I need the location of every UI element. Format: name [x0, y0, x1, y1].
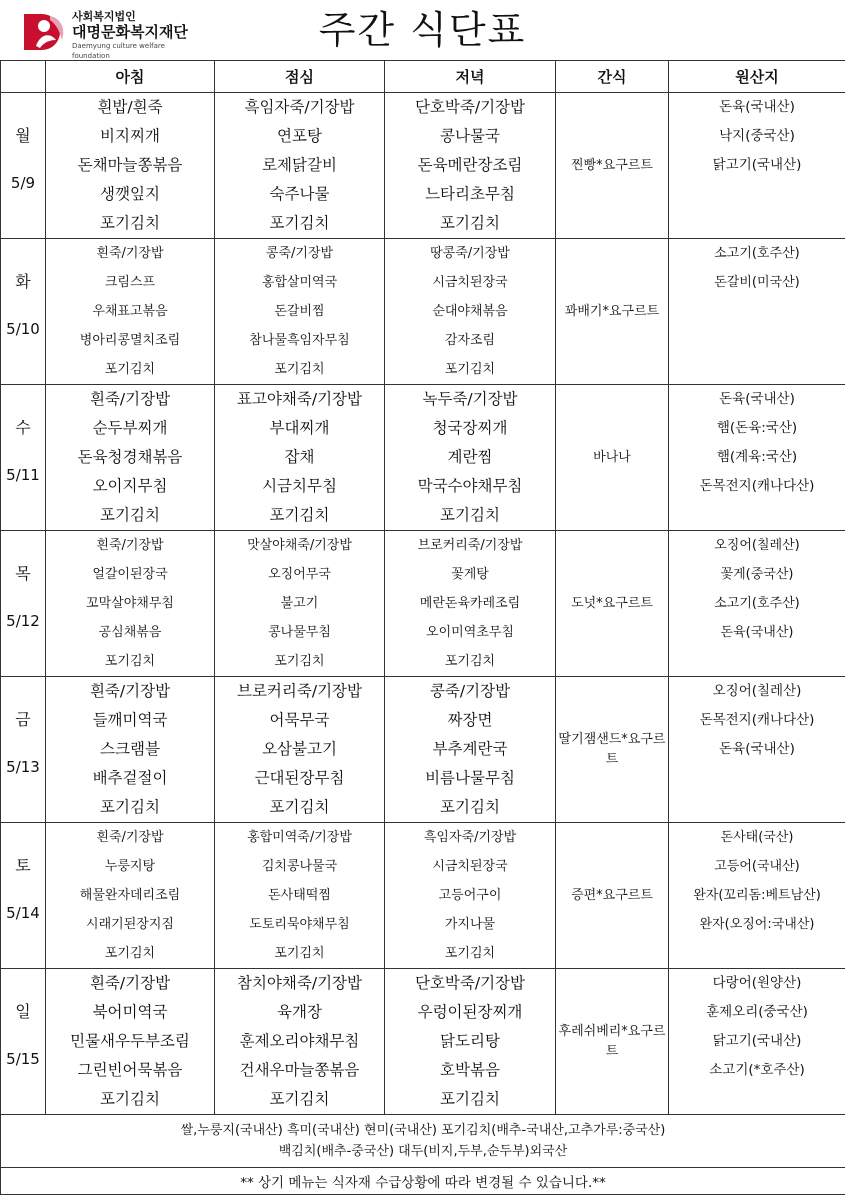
menu-item: 포기김치 — [215, 793, 384, 822]
menu-item: 포기김치 — [215, 209, 384, 238]
menu-item: 청국장찌개 — [385, 414, 555, 443]
day-row-thu — [1, 531, 845, 677]
menu-item: 단호박죽/기장밥 — [385, 969, 555, 998]
origin-item: 햄(돈육:국산) — [669, 414, 845, 443]
menu-item: 오징어무국 — [215, 560, 384, 589]
menu-item: 포기김치 — [46, 1085, 214, 1114]
day-label-cell — [1, 93, 46, 239]
day-label-cell — [1, 385, 46, 531]
origin-item: 돈육(국내산) — [669, 618, 845, 647]
origin-footer-row — [1, 1115, 845, 1168]
day-row-mon — [1, 93, 845, 239]
day-name: 화 — [1, 269, 45, 292]
menu-item: 호박볶음 — [385, 1056, 555, 1085]
menu-item: 닭도리탕 — [385, 1027, 555, 1056]
column-header-origin: 원산지 — [669, 61, 845, 93]
origin-item: 닭고기(국내산) — [669, 151, 845, 180]
menu-change-notice: ** 상기 메뉴는 식자재 수급상황에 따라 변경될 수 있습니다.** — [1, 1168, 845, 1195]
menu-item: 시금치된장국 — [385, 268, 555, 297]
menu-item: 포기김치 — [385, 501, 555, 530]
menu-item: 불고기 — [215, 589, 384, 618]
menu-item: 브로커리죽/기장밥 — [215, 677, 384, 706]
lunch-cell — [215, 239, 385, 385]
menu-item: 감자조림 — [385, 326, 555, 355]
origin-item: 소고기(호주산) — [669, 589, 845, 618]
day-date: 5/13 — [1, 758, 45, 776]
menu-item: 육개장 — [215, 998, 384, 1027]
menu-item: 포기김치 — [46, 939, 214, 968]
menu-item: 순대야채볶음 — [385, 297, 555, 326]
origin-item: 돈육(국내산) — [669, 735, 845, 764]
day-row-sat — [1, 823, 845, 969]
menu-item: 누룽지탕 — [46, 852, 214, 881]
menu-item: 고등어구이 — [385, 881, 555, 910]
menu-item: 포기김치 — [385, 939, 555, 968]
origin-cell — [669, 677, 845, 823]
menu-item: 생깻잎지 — [46, 180, 214, 209]
dinner-cell — [385, 677, 556, 823]
menu-item: 홍합살미역국 — [215, 268, 384, 297]
menu-item: 꽃게탕 — [385, 560, 555, 589]
menu-item: 포기김치 — [215, 647, 384, 676]
menu-item: 포기김치 — [215, 501, 384, 530]
menu-item: 흰죽/기장밥 — [46, 969, 214, 998]
day-label-cell — [1, 823, 46, 969]
day-date: 5/9 — [1, 174, 45, 192]
column-header-dinner: 저녁 — [385, 61, 556, 93]
menu-item: 홍합미역죽/기장밥 — [215, 823, 384, 852]
snack-cell: 찐빵*요구르트 — [556, 93, 669, 239]
column-header-breakfast: 아침 — [46, 61, 215, 93]
menu-item: 포기김치 — [46, 647, 214, 676]
origin-footer-line: 백김치(배추-중국산) 대두(비지,두부,순두부)외국산 — [1, 1141, 845, 1162]
menu-item: 도토리묵야채무침 — [215, 910, 384, 939]
origin-item: 햄(계육:국산) — [669, 443, 845, 472]
dinner-cell — [385, 823, 556, 969]
menu-item: 시금치된장국 — [385, 852, 555, 881]
day-date: 5/10 — [1, 320, 45, 338]
lunch-cell — [215, 677, 385, 823]
menu-item: 우렁이된장찌개 — [385, 998, 555, 1027]
origin-item: 고등어(국내산) — [669, 852, 845, 881]
snack-cell: 딸기잼샌드*요구르트 — [556, 677, 669, 823]
origin-item: 오징어(칠레산) — [669, 677, 845, 706]
dinner-cell — [385, 93, 556, 239]
snack-cell: 바나나 — [556, 385, 669, 531]
menu-item: 단호박죽/기장밥 — [385, 93, 555, 122]
origin-item: 다랑어(원양산) — [669, 969, 845, 998]
origin-item: 소고기(*호주산) — [669, 1056, 845, 1085]
menu-item: 김치콩나물국 — [215, 852, 384, 881]
menu-item: 참치야채죽/기장밥 — [215, 969, 384, 998]
notice-row — [1, 1168, 845, 1195]
menu-item: 숙주나물 — [215, 180, 384, 209]
breakfast-cell — [46, 531, 215, 677]
menu-item: 비지찌개 — [46, 122, 214, 151]
menu-item: 근대된장무침 — [215, 764, 384, 793]
menu-item: 녹두죽/기장밥 — [385, 385, 555, 414]
menu-item: 포기김치 — [215, 939, 384, 968]
origin-cell — [669, 969, 845, 1115]
lunch-cell — [215, 969, 385, 1115]
menu-item: 막국수야채무침 — [385, 472, 555, 501]
menu-item: 오이미역초무침 — [385, 618, 555, 647]
page-header — [0, 0, 845, 60]
day-name: 목 — [1, 561, 45, 584]
menu-item: 흑임자죽/기장밥 — [385, 823, 555, 852]
menu-item: 느타리초무침 — [385, 180, 555, 209]
menu-item: 순두부찌개 — [46, 414, 214, 443]
menu-item: 해물완자데리조림 — [46, 881, 214, 910]
day-date: 5/11 — [1, 466, 45, 484]
menu-item: 콩죽/기장밥 — [215, 239, 384, 268]
menu-item: 콩나물무침 — [215, 618, 384, 647]
origin-cell — [669, 385, 845, 531]
menu-item: 포기김치 — [385, 355, 555, 384]
day-date: 5/15 — [1, 1050, 45, 1068]
menu-item: 흰죽/기장밥 — [46, 823, 214, 852]
origin-cell — [669, 823, 845, 969]
menu-item: 흰죽/기장밥 — [46, 385, 214, 414]
origin-item: 돈육(국내산) — [669, 93, 845, 122]
day-name: 금 — [1, 707, 45, 730]
origin-item: 돈사태(국산) — [669, 823, 845, 852]
org-type: 사회복지법인 — [72, 10, 190, 23]
menu-item: 돈채마늘쫑볶음 — [46, 151, 214, 180]
menu-item: 흰죽/기장밥 — [46, 531, 214, 560]
origin-item: 완자(꼬리돔:베트남산) — [669, 881, 845, 910]
snack-cell: 꽈배기*요구르트 — [556, 239, 669, 385]
menu-item: 흰밥/흰죽 — [46, 93, 214, 122]
menu-item: 포기김치 — [46, 501, 214, 530]
table-header-row — [1, 61, 845, 93]
origin-item: 돈목전지(캐나다산) — [669, 706, 845, 735]
page-title: 주간 식단표 — [0, 4, 845, 56]
dinner-cell — [385, 385, 556, 531]
origin-item: 꽃게(중국산) — [669, 560, 845, 589]
menu-item: 어묵무국 — [215, 706, 384, 735]
day-label-cell — [1, 531, 46, 677]
origin-item: 완자(오징어:국내산) — [669, 910, 845, 939]
menu-item: 포기김치 — [385, 647, 555, 676]
origin-item: 훈제오리(중국산) — [669, 998, 845, 1027]
menu-item: 건새우마늘쫑볶음 — [215, 1056, 384, 1085]
menu-item: 흑임자죽/기장밥 — [215, 93, 384, 122]
menu-item: 콩나물국 — [385, 122, 555, 151]
day-name: 일 — [1, 999, 45, 1022]
snack-cell: 증편*요구르트 — [556, 823, 669, 969]
day-name: 토 — [1, 853, 45, 876]
menu-item: 비름나물무침 — [385, 764, 555, 793]
breakfast-cell — [46, 823, 215, 969]
breakfast-cell — [46, 93, 215, 239]
menu-item: 가지나물 — [385, 910, 555, 939]
menu-item: 오이지무침 — [46, 472, 214, 501]
breakfast-cell — [46, 969, 215, 1115]
menu-item: 부대찌개 — [215, 414, 384, 443]
menu-item: 흰죽/기장밥 — [46, 677, 214, 706]
day-name: 수 — [1, 415, 45, 438]
origin-item: 돈육(국내산) — [669, 385, 845, 414]
menu-item: 포기김치 — [46, 209, 214, 238]
origin-item: 낙지(중국산) — [669, 122, 845, 151]
column-header-snack: 간식 — [556, 61, 669, 93]
origin-item: 돈갈비(미국산) — [669, 268, 845, 297]
snack-cell: 후레쉬베리*요구르트 — [556, 969, 669, 1115]
lunch-cell — [215, 385, 385, 531]
menu-item: 민물새우두부조림 — [46, 1027, 214, 1056]
origin-cell — [669, 239, 845, 385]
menu-item: 포기김치 — [385, 209, 555, 238]
menu-item: 로제닭갈비 — [215, 151, 384, 180]
day-label-cell — [1, 239, 46, 385]
menu-item: 포기김치 — [215, 355, 384, 384]
menu-item: 흰죽/기장밥 — [46, 239, 214, 268]
weekly-menu-table — [0, 60, 845, 1195]
menu-item: 훈제오리야채무침 — [215, 1027, 384, 1056]
menu-item: 연포탕 — [215, 122, 384, 151]
dinner-cell — [385, 239, 556, 385]
lunch-cell — [215, 531, 385, 677]
menu-item: 스크램블 — [46, 735, 214, 764]
origin-item: 돈목전지(캐나다산) — [669, 472, 845, 501]
menu-item: 북어미역국 — [46, 998, 214, 1027]
menu-item: 돈육청경채볶음 — [46, 443, 214, 472]
menu-item: 콩죽/기장밥 — [385, 677, 555, 706]
origin-footer-line: 쌀,누룽지(국내산) 흑미(국내산) 현미(국내산) 포기김치(배추-국내산,고추가루:중국산) — [1, 1120, 845, 1141]
menu-item: 그린빈어묵볶음 — [46, 1056, 214, 1085]
menu-item: 시래기된장지짐 — [46, 910, 214, 939]
day-label-cell — [1, 969, 46, 1115]
breakfast-cell — [46, 677, 215, 823]
menu-item: 메란돈육카레조림 — [385, 589, 555, 618]
menu-item: 포기김치 — [46, 793, 214, 822]
org-name: 대명문화복지재단 — [72, 23, 190, 41]
day-row-fri — [1, 677, 845, 823]
menu-item: 땅콩죽/기장밥 — [385, 239, 555, 268]
menu-item: 포기김치 — [385, 1085, 555, 1114]
menu-item: 크림스프 — [46, 268, 214, 297]
origin-item: 닭고기(국내산) — [669, 1027, 845, 1056]
menu-item: 포기김치 — [215, 1085, 384, 1114]
snack-cell: 도넛*요구르트 — [556, 531, 669, 677]
menu-item: 들깨미역국 — [46, 706, 214, 735]
menu-item: 포기김치 — [46, 355, 214, 384]
menu-item: 참나물흑임자무침 — [215, 326, 384, 355]
day-row-sun — [1, 969, 845, 1115]
origin-item: 소고기(호주산) — [669, 239, 845, 268]
origin-item: 오징어(칠레산) — [669, 531, 845, 560]
menu-item: 표고야채죽/기장밥 — [215, 385, 384, 414]
menu-item: 우채표고볶음 — [46, 297, 214, 326]
origin-cell — [669, 93, 845, 239]
dinner-cell — [385, 969, 556, 1115]
day-date: 5/12 — [1, 612, 45, 630]
menu-item: 병아리콩멸치조림 — [46, 326, 214, 355]
menu-item: 시금치무침 — [215, 472, 384, 501]
origin-cell — [669, 531, 845, 677]
menu-item: 얼갈이된장국 — [46, 560, 214, 589]
menu-item: 잡채 — [215, 443, 384, 472]
menu-item: 꼬막살야채무침 — [46, 589, 214, 618]
origin-footer — [1, 1115, 845, 1168]
day-row-tue — [1, 239, 845, 385]
menu-item: 오삼불고기 — [215, 735, 384, 764]
lunch-cell — [215, 823, 385, 969]
menu-item: 짜장면 — [385, 706, 555, 735]
dinner-cell — [385, 531, 556, 677]
menu-item: 포기김치 — [385, 793, 555, 822]
menu-item: 공심채볶음 — [46, 618, 214, 647]
corner-cell — [1, 61, 46, 93]
menu-item: 계란찜 — [385, 443, 555, 472]
day-date: 5/14 — [1, 904, 45, 922]
menu-item: 돈육메란장조림 — [385, 151, 555, 180]
menu-item: 브로커리죽/기장밥 — [385, 531, 555, 560]
menu-item: 맛살야채죽/기장밥 — [215, 531, 384, 560]
menu-item: 부추계란국 — [385, 735, 555, 764]
breakfast-cell — [46, 239, 215, 385]
menu-item: 돈사태떡찜 — [215, 881, 384, 910]
column-header-lunch: 점심 — [215, 61, 385, 93]
day-label-cell — [1, 677, 46, 823]
menu-item: 배추겉절이 — [46, 764, 214, 793]
menu-item: 돈갈비찜 — [215, 297, 384, 326]
breakfast-cell — [46, 385, 215, 531]
day-name: 월 — [1, 123, 45, 146]
day-row-wed — [1, 385, 845, 531]
lunch-cell — [215, 93, 385, 239]
org-english-name: Daemyung culture welfare foundation — [72, 41, 190, 61]
